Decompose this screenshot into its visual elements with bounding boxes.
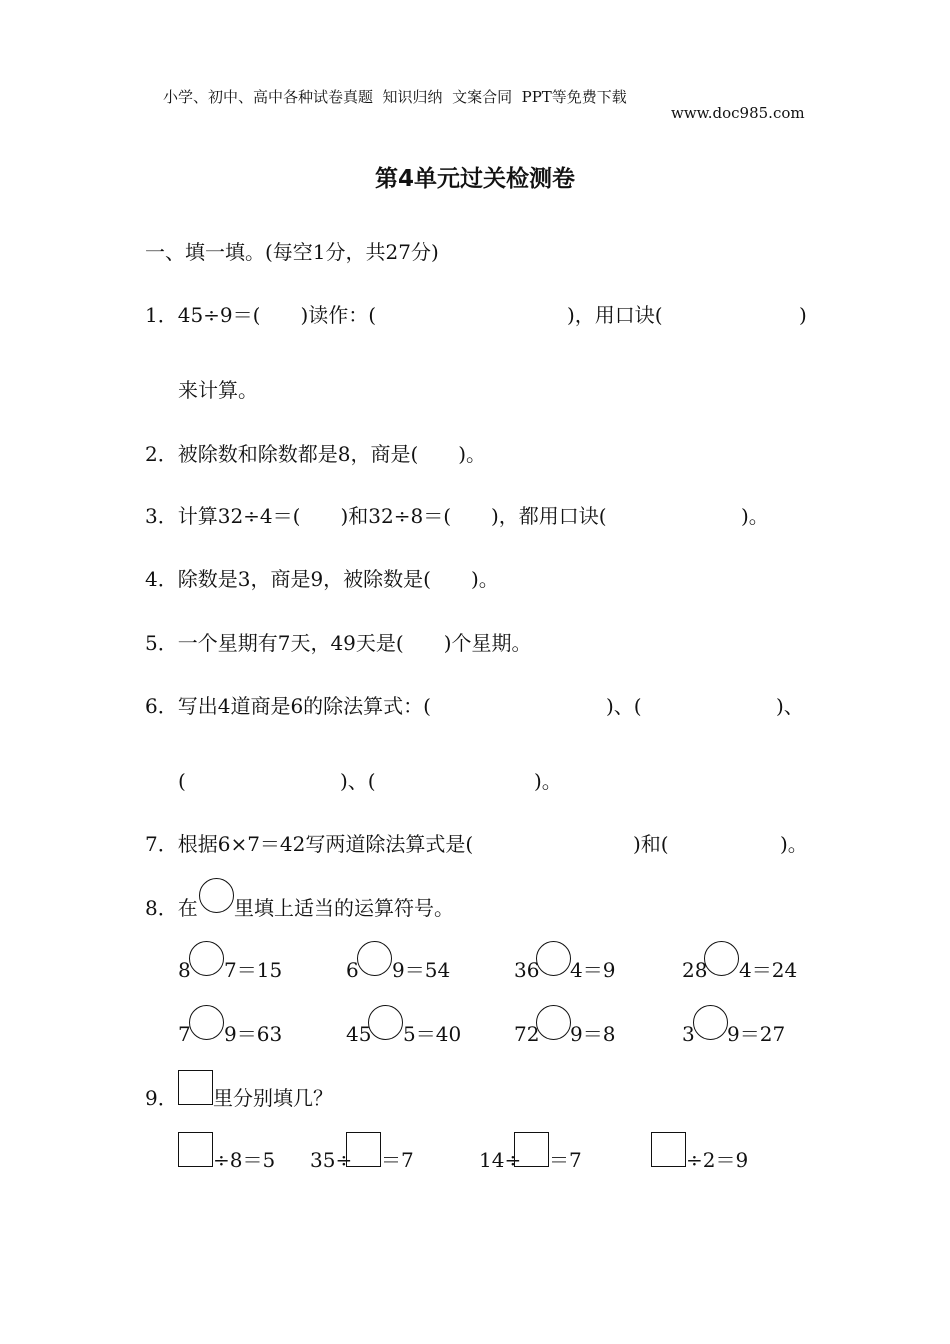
question-2: 2．被除数和除数都是8，商是( )。 (145, 442, 487, 466)
question-1-line-2: 来计算。 (178, 378, 258, 402)
q9-expr2-left: 35÷ (310, 1148, 353, 1172)
question-6-part-f: )。 (534, 769, 562, 793)
question-6-part-a: 6．写出4道商是6的除法算式：( (145, 694, 431, 718)
answer-box[interactable] (178, 1132, 213, 1167)
question-3-part-b: )。 (741, 504, 769, 528)
q9-expr1-right: ÷8＝5 (213, 1148, 276, 1172)
question-9-part-b: 里分别填几？ (213, 1086, 333, 1110)
q9-expr3-left: 14÷ (479, 1148, 522, 1172)
q8-row2-item3-left: 72 (514, 1022, 540, 1046)
q8-row2-item4-right: 9＝27 (727, 1022, 786, 1046)
header-left-text: 小学、初中、高中各种试卷真题 知识归纳 文案合同 PPT等免费下载 (163, 88, 627, 106)
q8-row1-item1-left: 8 (178, 958, 191, 982)
answer-circle-icon[interactable] (536, 941, 571, 976)
question-8-part-a: 8．在 (145, 896, 198, 920)
question-7-part-a: 7．根据6×7＝42写两道除法算式是( (145, 832, 474, 856)
answer-circle-icon[interactable] (704, 941, 739, 976)
section-heading: 一、填一填。(每空1分，共27分) (145, 240, 439, 264)
q8-row2-item4-left: 3 (682, 1022, 695, 1046)
q8-row2-item2-right: 5＝40 (403, 1022, 462, 1046)
q8-row2-item2-left: 45 (346, 1022, 372, 1046)
answer-circle-icon[interactable] (368, 1005, 403, 1040)
answer-circle-icon[interactable] (536, 1005, 571, 1040)
q8-row2-item1-left: 7 (178, 1022, 191, 1046)
q8-row1-item3-right: 4＝9 (570, 958, 616, 982)
answer-circle-icon[interactable] (693, 1005, 728, 1040)
question-6-part-c: )、 (776, 694, 804, 718)
question-7-part-b: )和( (633, 832, 669, 856)
answer-circle-icon[interactable] (357, 941, 392, 976)
question-6-part-b: )、( (606, 694, 642, 718)
answer-circle-icon[interactable] (189, 1005, 224, 1040)
question-5: 5．一个星期有7天，49天是( )个星期。 (145, 631, 532, 655)
q9-expr4-right: ÷2＝9 (686, 1148, 749, 1172)
question-1-part-a: 1．45÷9＝( )读作：( (145, 303, 377, 327)
question-6-part-e: )、( (340, 769, 376, 793)
question-1-part-c: ) (799, 303, 807, 327)
header-url: www.doc985.com (671, 104, 805, 122)
q8-row2-item3-right: 9＝8 (570, 1022, 616, 1046)
question-9-part-a: 9． (145, 1086, 178, 1110)
answer-box-icon (178, 1070, 213, 1105)
question-3-part-a: 3．计算32÷4＝( )和32÷8＝( )，都用口诀( (145, 504, 607, 528)
answer-box[interactable] (514, 1132, 549, 1167)
answer-box[interactable] (651, 1132, 686, 1167)
question-8-part-b: 里填上适当的运算符号。 (234, 896, 454, 920)
answer-circle-icon (199, 878, 234, 913)
q9-expr2-right: ＝7 (381, 1148, 414, 1172)
answer-box[interactable] (346, 1132, 381, 1167)
q8-row1-item4-right: 4＝24 (739, 958, 798, 982)
q8-row1-item2-left: 6 (346, 958, 359, 982)
page-header (0, 68, 950, 122)
answer-circle-icon[interactable] (189, 941, 224, 976)
q8-row1-item3-left: 36 (514, 958, 540, 982)
question-7-part-c: )。 (780, 832, 808, 856)
page-title: 第4单元过关检测卷 (374, 166, 575, 192)
q8-row1-item2-right: 9＝54 (392, 958, 451, 982)
question-4: 4．除数是3，商是9，被除数是( )。 (145, 567, 499, 591)
q9-expr3-right: ＝7 (549, 1148, 582, 1172)
q8-row1-item1-right: 7＝15 (224, 958, 283, 982)
q8-row2-item1-right: 9＝63 (224, 1022, 283, 1046)
question-6-part-d: ( (178, 769, 186, 793)
q8-row1-item4-left: 28 (682, 958, 708, 982)
question-1-part-b: )，用口诀( (567, 303, 663, 327)
